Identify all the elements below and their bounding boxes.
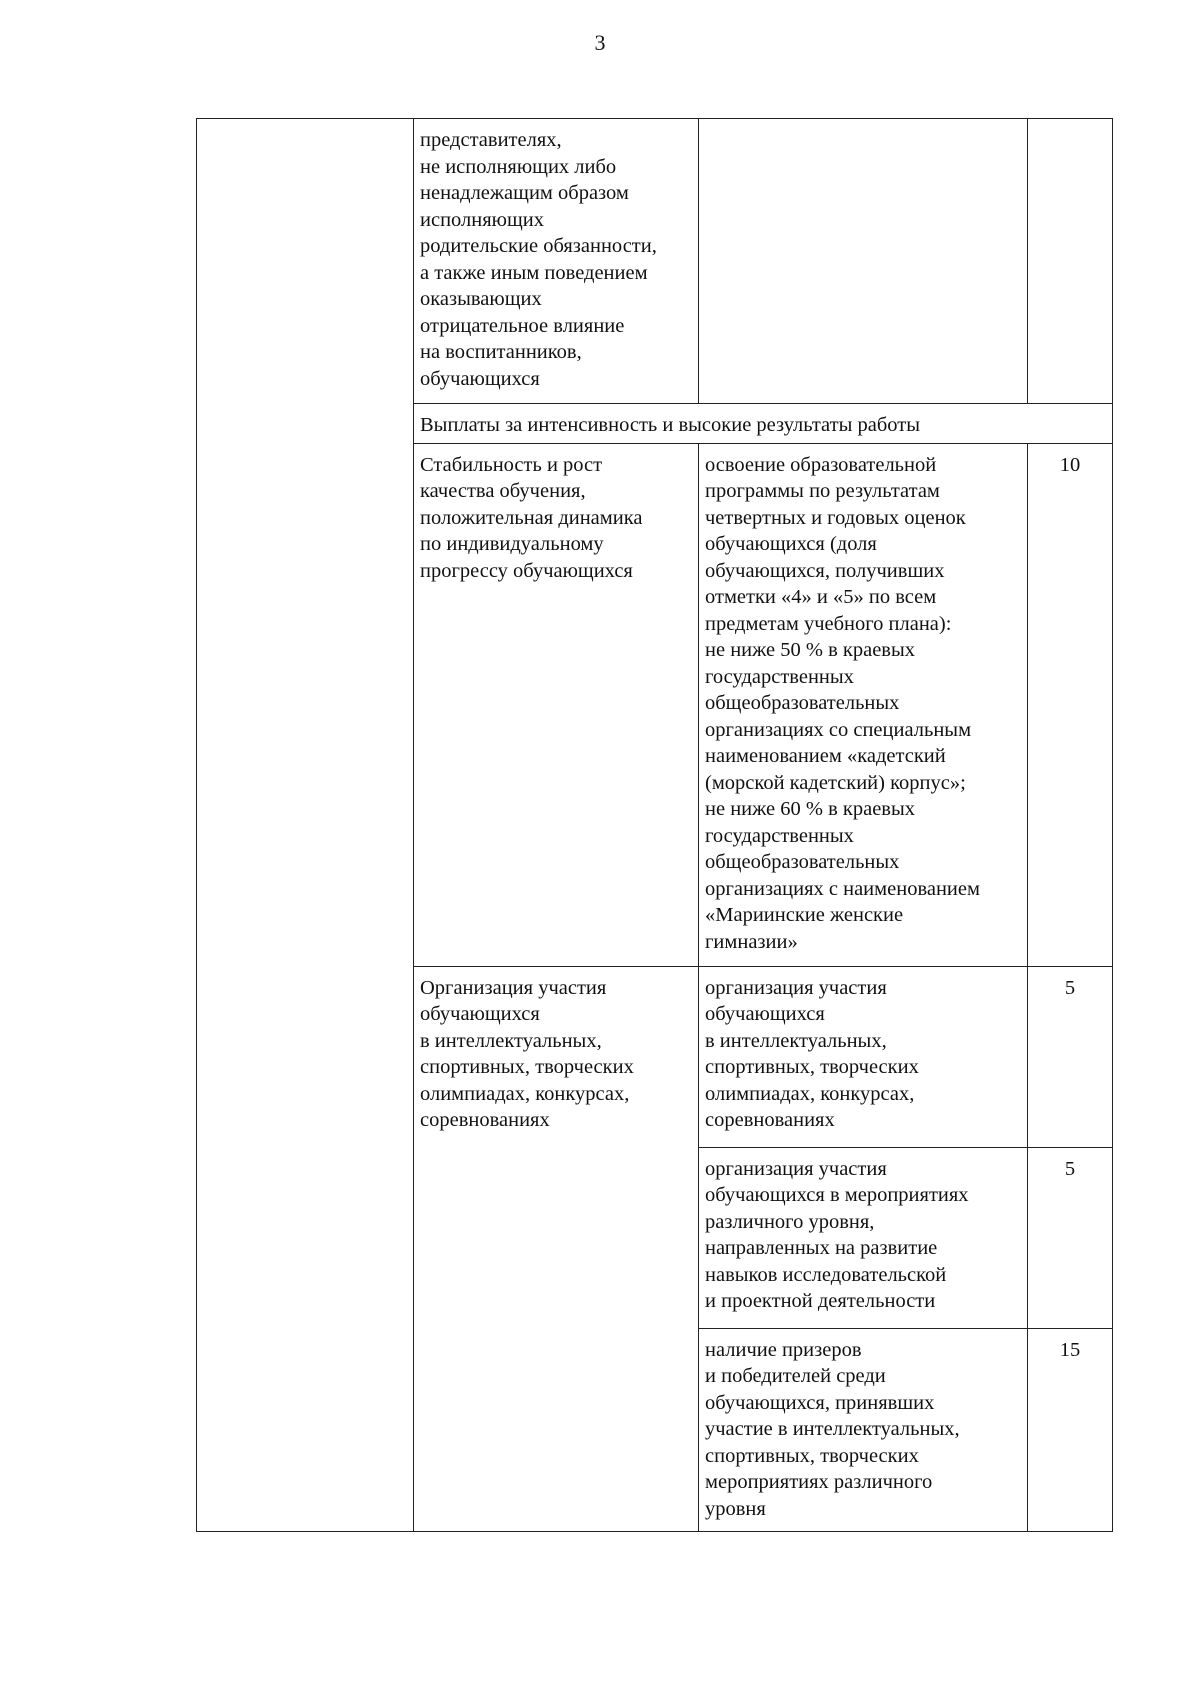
score-cell: 15 bbox=[1028, 1328, 1113, 1531]
score-cell bbox=[1028, 119, 1113, 404]
score-cell: 10 bbox=[1028, 443, 1113, 966]
page-number: 3 bbox=[594, 30, 606, 55]
criterion-cell: Стабильность и рост качества обучения, положительная динамика по индивидуальному прогрессу обучающихся bbox=[414, 443, 699, 966]
criterion-cell: представителях, не исполняющих либо ненадлежащим образом исполняющих родительские обязанности, а также иным поведением оказывающих отрицательное влияние на воспитанников, обучающихся bbox=[414, 119, 699, 404]
condition-cell: организация участия обучающихся в интеллектуальных, спортивных, творческих олимпиадах, конкурсах, соревнованиях bbox=[699, 966, 1028, 1147]
condition-cell: наличие призеров и победителей среди обучающихся, принявших участие в интеллектуальных, спортивных, творческих мероприятиях различного уровня bbox=[699, 1328, 1028, 1531]
position-cell bbox=[197, 119, 414, 1532]
table-row-continuation bbox=[197, 119, 1113, 404]
score-cell: 5 bbox=[1028, 1147, 1113, 1328]
score-cell: 5 bbox=[1028, 966, 1113, 1147]
criterion-cell: Организация участия обучающихся в интеллектуальных, спортивных, творческих олимпиадах, конкурсах, соревнованиях bbox=[414, 966, 699, 1531]
section-title: Выплаты за интенсивность и высокие результаты работы bbox=[414, 404, 1113, 444]
condition-cell: организация участия обучающихся в мероприятиях различного уровня, направленных на развитие навыков исследовательской и проектной деятельности bbox=[699, 1147, 1028, 1328]
condition-cell bbox=[699, 119, 1028, 404]
condition-cell: освоение образовательной программы по результатам четвертных и годовых оценок обучающихся (доля обучающихся, получивших отметки «4» и «5» по всем предметам учебного плана): не ниже 50 % в краевых государственных общеобразовательных организациях со специальным наименованием «кадетский (морской кадетский) корпус»; не ниже 60 % в краевых государственных общеобразовательных организациях с наименованием «Мариинские женские гимназии» bbox=[699, 443, 1028, 966]
criteria-table bbox=[196, 118, 1113, 1532]
